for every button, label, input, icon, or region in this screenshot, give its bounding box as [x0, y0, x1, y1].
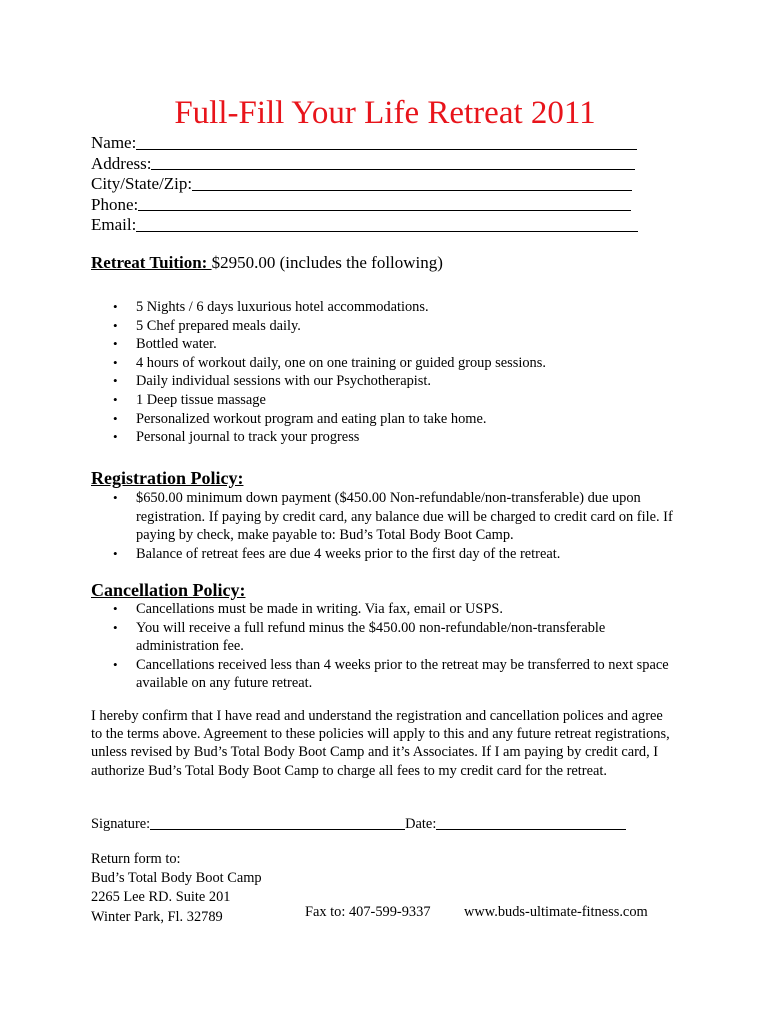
return-city: Winter Park, Fl. 32789 — [91, 908, 223, 925]
list-item-text: You will receive a full refund minus the $450.00 non-refundable/non-transferable administration fee. — [136, 619, 606, 655]
bullet-icon: • — [113, 619, 118, 635]
list-item — [91, 428, 681, 447]
bullet-icon: • — [113, 410, 118, 426]
email-field[interactable] — [91, 215, 638, 236]
date-label: Date: — [405, 816, 437, 832]
return-address — [91, 850, 262, 927]
list-item-text: 5 Chef prepared meals daily. — [136, 317, 301, 334]
list-item — [91, 317, 681, 336]
list-item-text: 5 Nights / 6 days luxurious hotel accommodations. — [136, 299, 429, 315]
city-state-zip-line — [192, 190, 632, 191]
bullet-icon: • — [113, 601, 118, 616]
date-field[interactable] — [436, 829, 626, 830]
list-item — [91, 545, 681, 564]
list-item-text: Bottled water. — [136, 336, 217, 353]
signature-row — [91, 815, 626, 833]
list-item — [91, 354, 681, 373]
list-item-text: 4 hours of workout daily, one on one training or guided group sessions. — [136, 354, 546, 371]
city-state-zip-field[interactable] — [91, 174, 638, 195]
list-item-text: $650.00 minimum down payment ($450.00 Non-refundable/non-transferable) due upon registration. If paying by credit card, any balance due will be charged to credit card on file. If paying by check, make payable to: Bud’s Total Body Boot Camp. — [136, 490, 673, 544]
tuition-heading — [91, 253, 443, 273]
cancellation-heading: Cancellation Policy: — [91, 580, 246, 600]
bullet-icon: • — [113, 391, 118, 407]
list-item — [91, 372, 681, 391]
form-title: Full-Fill Your Life Retreat 2011 — [174, 95, 596, 131]
bullet-icon: • — [113, 299, 118, 314]
list-item-text: Personal journal to track your progress — [136, 429, 360, 446]
address-field[interactable] — [91, 154, 638, 175]
bullet-icon: • — [113, 373, 118, 389]
list-item — [91, 600, 681, 619]
bullet-icon: • — [113, 354, 118, 370]
name-line — [136, 149, 637, 150]
email-line — [136, 231, 638, 232]
list-item-text: 1 Deep tissue massage — [136, 391, 266, 408]
bullet-icon: • — [113, 429, 118, 445]
city-state-zip-label: City/State/Zip: — [91, 174, 193, 194]
contact-fields — [91, 133, 638, 236]
list-item — [91, 391, 681, 410]
registration-list — [91, 489, 681, 563]
address-line — [151, 169, 635, 170]
tuition-text: $2950.00 (includes the following) — [211, 253, 443, 272]
website-link[interactable]: www.buds-ultimate-fitness.com — [464, 904, 648, 920]
bullet-icon: • — [113, 336, 118, 352]
return-name: Bud’s Total Body Boot Camp — [91, 870, 262, 887]
registration-heading: Registration Policy: — [91, 468, 244, 488]
signature-field[interactable] — [150, 829, 405, 830]
list-item-text: Cancellations must be made in writing. Via fax, email or USPS. — [136, 601, 503, 617]
email-label: Email: — [91, 215, 137, 235]
list-item — [91, 298, 681, 317]
phone-label: Phone: — [91, 194, 139, 214]
confirmation-paragraph: I hereby confirm that I have read and understand the registration and cancellation polices and agree to the terms above. Agreement to these policies will apply to this and any future retreat registrations, unless revised by Bud’s Total Body Boot Camp and it’s Associates. If I am paying by credit card, I authorize Bud’s Total Body Boot Camp to charge all fees to my credit card for the retreat. — [91, 708, 670, 779]
list-item — [91, 410, 681, 429]
cancellation-list — [91, 600, 681, 693]
name-field[interactable] — [91, 133, 638, 154]
list-item — [91, 489, 681, 545]
bullet-icon: • — [113, 656, 118, 672]
return-street: 2265 Lee RD. Suite 201 — [91, 889, 231, 906]
tuition-list — [91, 298, 681, 447]
bullet-icon: • — [113, 317, 118, 333]
list-item — [91, 619, 681, 656]
phone-line — [138, 210, 631, 211]
list-item-text: Cancellations received less than 4 weeks prior to the retreat may be transferred to next space available on any future retreat. — [136, 656, 669, 692]
signature-label: Signature: — [91, 816, 151, 832]
list-item-text: Personalized workout program and eating plan to take home. — [136, 410, 487, 427]
bullet-icon: • — [113, 545, 118, 561]
bullet-icon: • — [113, 490, 118, 505]
tuition-heading-label: Retreat Tuition: — [91, 253, 212, 272]
name-label: Name: — [91, 133, 137, 152]
list-item — [91, 335, 681, 354]
list-item-text: Balance of retreat fees are due 4 weeks prior to the first day of the retreat. — [136, 545, 561, 562]
fax-number: Fax to: 407-599-9337 — [305, 904, 431, 920]
address-label: Address: — [91, 153, 152, 173]
list-item — [91, 656, 681, 693]
list-item-text: Daily individual sessions with our Psychotherapist. — [136, 373, 431, 390]
phone-field[interactable] — [91, 195, 638, 216]
return-heading: Return form to: — [91, 851, 181, 867]
